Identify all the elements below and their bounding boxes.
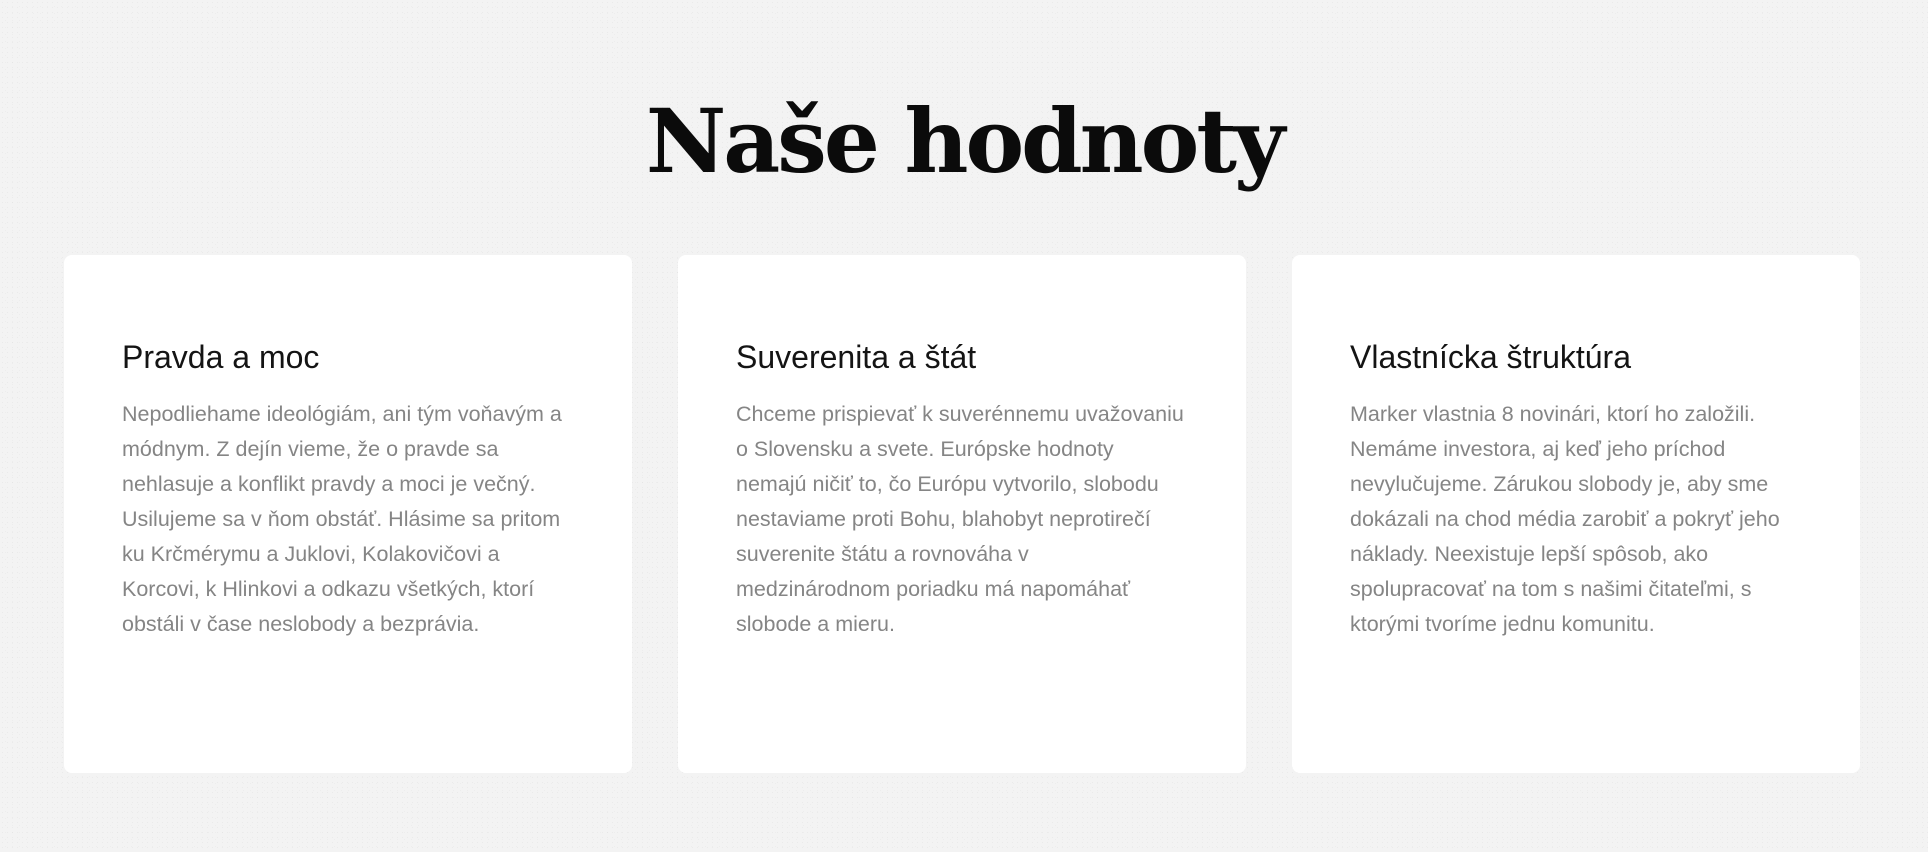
page-title: Naše hodnoty [645,89,1283,193]
values-cards [64,255,1862,773]
card-title: Suverenita a štát [736,339,977,375]
value-card-truth-and-power [64,255,632,773]
card-title: Vlastnícka štruktúra [1350,339,1631,375]
card-text: Marker vlastnia 8 novinári, ktorí ho založili. Nemáme investora, aj keď jeho príchod nevylučujeme. Zárukou slobody je, aby sme dokázali na chod média zarobiť a pokryť jeho náklady. Neexistuje lepší spôsob, ako spolupracovať na tom s našimi čitateľmi, s ktorými tvoríme jednu komunitu. [1350,402,1780,636]
value-card-ownership-structure [1292,255,1860,773]
card-text: Nepodliehame ideológiám, ani tým voňavým a módnym. Z dejín vieme, že o pravde sa nehlasuje a konflikt pravdy a moci je večný. Usilujeme sa v ňom obstáť. Hlásime sa pritom ku Krčmérymu a Juklovi, Kolakovičovi a Korcovi, k Hlinkovi a odkazu všetkých, ktorí obstáli v čase neslobody a bezprávia. [122,402,562,636]
card-text: Chceme prispievať k suverénnemu uvažovaniu o Slovensku a svete. Európske hodnoty nemajú ničiť to, čo Európu vytvorilo, slobodu nestaviame proti Bohu, blahobyt neprotirečí suverenite štátu a rovnováha v medzinárodnom poriadku má napomáhať slobode a mieru. [736,402,1184,636]
value-card-sovereignty-and-state [678,255,1246,773]
card-title: Pravda a moc [122,339,320,375]
